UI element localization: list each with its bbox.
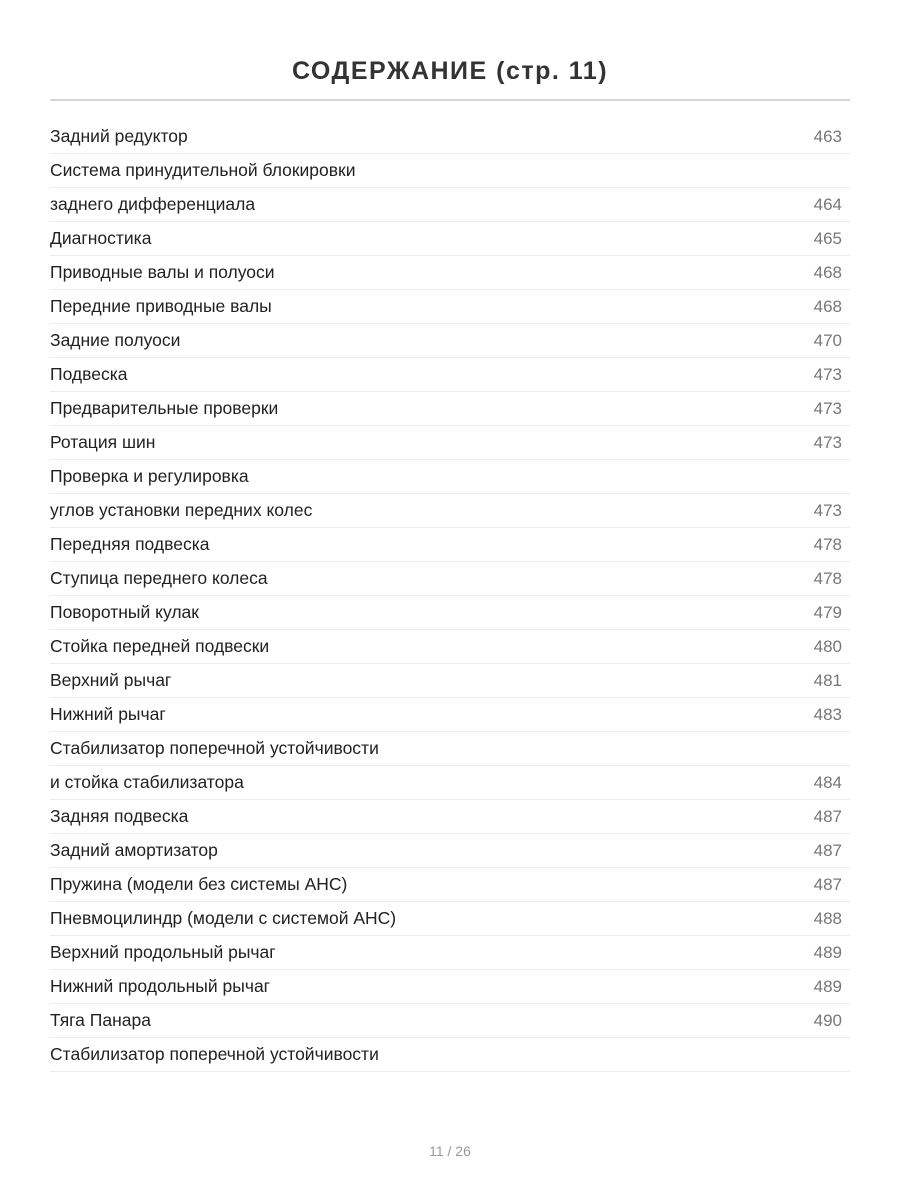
page-title: СОДЕРЖАНИЕ (стр. 11) [291,56,609,85]
toc-entry-label: заднего дифференциала [50,194,256,214]
toc-entry-page: 473 [813,432,842,452]
toc-entry[interactable] [50,936,850,970]
toc-entry-label: Проверка и регулировка [50,466,249,486]
table-of-contents [50,120,850,1072]
toc-entry-page: 479 [813,602,842,622]
toc-entry-label: и стойка стабилизатора [50,772,244,792]
toc-entry-label: Система принудительной блокировки [50,160,356,180]
toc-entry-page: 468 [813,262,842,282]
toc-entry-page: 484 [813,772,842,792]
toc-entry[interactable] [50,222,850,256]
toc-entry[interactable] [50,766,850,800]
toc-entry[interactable] [50,630,850,664]
toc-entry[interactable] [50,324,850,358]
toc-entry-label: Ступица переднего колеса [50,568,268,588]
toc-entry-label: углов установки передних колес [50,500,313,520]
toc-entry[interactable] [50,868,850,902]
toc-entry-page: 478 [813,534,842,554]
toc-entry[interactable] [50,256,850,290]
toc-entry-page: 470 [813,330,842,350]
toc-entry[interactable] [50,460,850,494]
toc-entry-label: Поворотный кулак [50,602,199,622]
toc-entry-label: Подвеска [50,364,128,384]
toc-entry-page: 480 [813,636,842,656]
toc-entry-label: Передняя подвеска [50,534,210,554]
toc-entry-label: Приводные валы и полуоси [50,262,275,282]
toc-entry-label: Тяга Панара [50,1010,151,1030]
toc-entry-page: 481 [813,670,842,690]
toc-entry-label: Нижний рычаг [50,704,166,724]
toc-entry[interactable] [50,596,850,630]
toc-entry-label: Задний редуктор [50,126,188,146]
page-counter: 11 / 26 [429,1143,471,1159]
toc-entry-page: 463 [813,126,842,146]
toc-entry[interactable] [50,358,850,392]
toc-entry-label: Задняя подвеска [50,806,189,826]
toc-entry-label: Пружина (модели без системы AHC) [50,874,348,894]
toc-entry-page: 465 [813,228,842,248]
toc-entry[interactable] [50,426,850,460]
toc-entry[interactable] [50,120,850,154]
toc-entry-label: Стабилизатор поперечной устойчивости [50,738,379,758]
toc-entry-page: 468 [813,296,842,316]
toc-entry-page: 487 [813,840,842,860]
toc-entry[interactable] [50,154,850,188]
toc-entry[interactable] [50,1038,850,1072]
toc-entry-label: Задние полуоси [50,330,181,350]
toc-entry-label: Передние приводные валы [50,296,272,316]
toc-entry-label: Стабилизатор поперечной устойчивости [50,1044,379,1064]
toc-entry[interactable] [50,528,850,562]
toc-entry-page: 489 [813,976,842,996]
toc-entry[interactable] [50,902,850,936]
toc-entry-page: 489 [813,942,842,962]
toc-entry-label: Задний амортизатор [50,840,218,860]
toc-entry-label: Стойка передней подвески [50,636,270,656]
toc-entry[interactable] [50,1004,850,1038]
toc-entry[interactable] [50,698,850,732]
toc-entry[interactable] [50,494,850,528]
toc-entry-page: 488 [813,908,842,928]
toc-entry[interactable] [50,732,850,766]
toc-entry[interactable] [50,290,850,324]
toc-entry-label: Пневмоцилиндр (модели с системой AHC) [50,908,397,928]
toc-entry[interactable] [50,188,850,222]
toc-entry-label: Диагностика [50,228,152,248]
toc-entry-page: 473 [813,500,842,520]
toc-entry[interactable] [50,392,850,426]
toc-entry[interactable] [50,664,850,698]
toc-entry-page: 490 [813,1010,842,1030]
toc-entry-label: Предварительные проверки [50,398,279,418]
toc-entry-page: 487 [813,806,842,826]
toc-entry-page: 464 [813,194,842,214]
toc-entry-page: 473 [813,364,842,384]
toc-entry-page: 478 [813,568,842,588]
toc-entry-label: Ротация шин [50,432,156,452]
toc-entry[interactable] [50,834,850,868]
toc-entry-page: 473 [813,398,842,418]
toc-entry-page: 483 [813,704,842,724]
toc-entry[interactable] [50,800,850,834]
toc-entry-label: Верхний рычаг [50,670,172,690]
toc-entry[interactable] [50,562,850,596]
title-divider [50,99,850,101]
toc-entry-page: 487 [813,874,842,894]
toc-entry[interactable] [50,970,850,1004]
toc-entry-label: Нижний продольный рычаг [50,976,271,996]
toc-entry-label: Верхний продольный рычаг [50,942,276,962]
